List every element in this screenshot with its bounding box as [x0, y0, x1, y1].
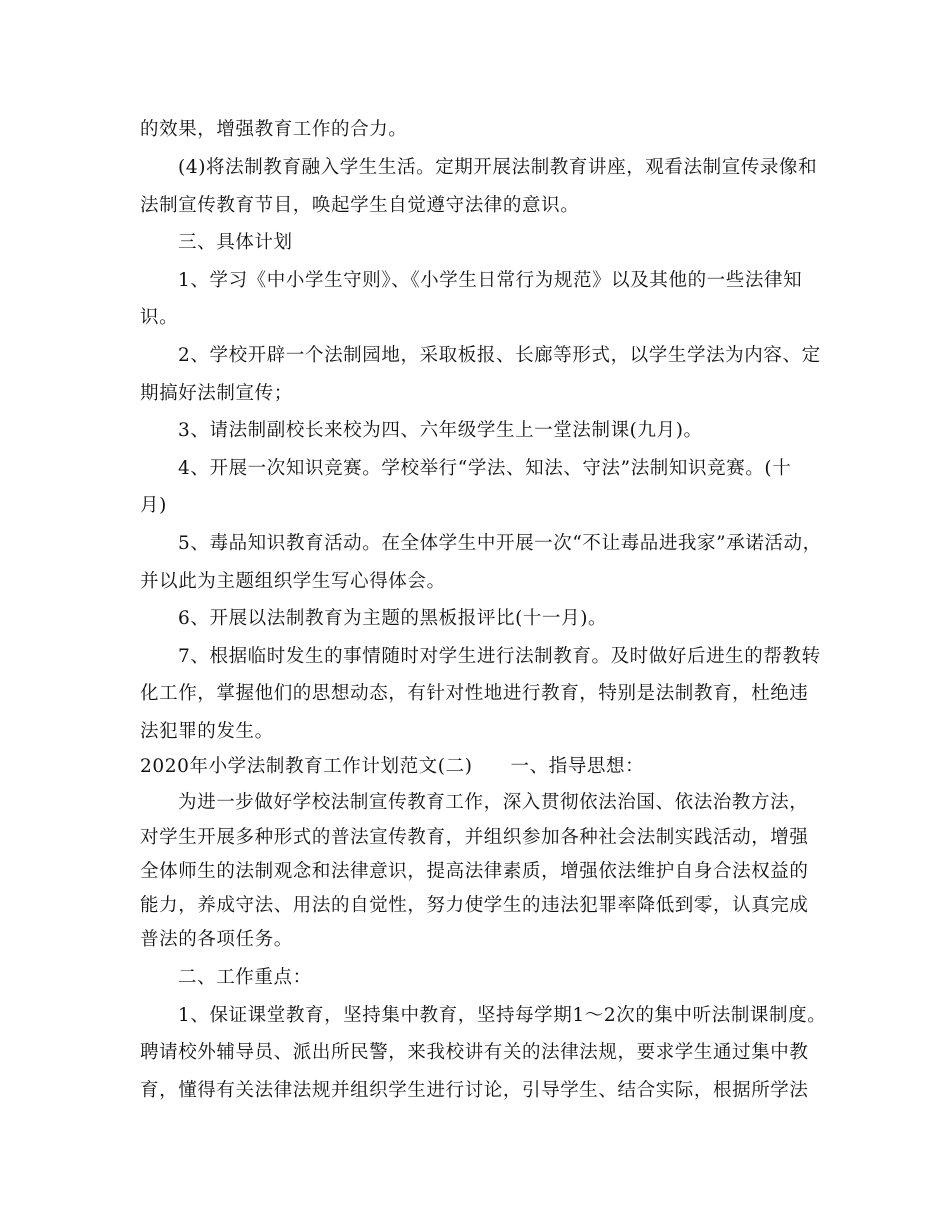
text-line: 期搞好法制宣传； [140, 383, 293, 404]
text-line: 识。 [140, 307, 179, 328]
text-line: (4)将法制教育融入学生生活。定期开展法制教育讲座，观看法制宣传录像和 [178, 157, 818, 178]
section-heading: 一、指导思想： [510, 756, 645, 777]
text-line: 普法的各项任务。 [140, 929, 293, 950]
document-title: 2020年小学法制教育工作计划范文(二) [140, 756, 473, 777]
text-line: 2、学校开辟一个法制园地，采取板报、长廊等形式，以学生学法为内容、定 [178, 345, 821, 366]
text-line: 4、开展一次知识竞赛。学校举行“学法、知法、守法”法制知识竞赛。(十 [178, 458, 792, 479]
text-line: 化工作，掌握他们的思想动态，有针对性地进行教育，特别是法制教育，杜绝违 [140, 683, 809, 704]
section-heading: 三、具体计划 [178, 232, 293, 253]
text-line: 为进一步做好学校法制宣传教育工作，深入贯彻依法治国、依法治教方法， [178, 792, 809, 813]
text-line: 法制宣传教育节目，唤起学生自觉遵守法律的意识。 [140, 195, 580, 216]
text-line: 1、保证课堂教育，坚持集中教育，坚持每学期1～2次的集中听法制课制度。 [178, 1005, 827, 1026]
text-line: 并以此为主题组织学生写心得体会。 [140, 571, 446, 592]
text-line: 能力，养成守法、用法的自觉性，努力使学生的违法犯罪率降低到零，认真完成 [140, 895, 809, 916]
text-line: 聘请校外辅导员、派出所民警，来我校讲有关的法律法规，要求学生通过集中教 [140, 1042, 809, 1063]
text-line: 7、根据临时发生的事情随时对学生进行法制教育。及时做好后进生的帮教转 [178, 646, 821, 667]
text-line: 育，懂得有关法律法规并组织学生进行讨论，引导学生、结合实际，根据所学法 [140, 1080, 809, 1101]
text-line: 全体师生的法制观念和法律意识，提高法律素质，增强依法维护自身合法权益的 [140, 861, 809, 882]
text-line: 法犯罪的发生。 [140, 721, 274, 742]
document-title-line [140, 755, 644, 779]
text-line: 的效果，增强教育工作的合力。 [140, 119, 408, 140]
text-line: 5、毒品知识教育活动。在全体学生中开展一次“不让毒品进我家”承诺活动， [178, 533, 822, 554]
text-line: 3、请法制副校长来校为四、六年级学生上一堂法制课(九月)。 [178, 420, 703, 441]
section-heading: 二、工作重点： [178, 967, 312, 988]
text-line: 月) [140, 495, 167, 516]
text-line: 1、学习《中小学生守则》、《小学生日常行为规范》以及其他的一些法律知 [178, 270, 803, 291]
text-line: 对学生开展多种形式的普法宣传教育，并组织参加各种社会法制实践活动，增强 [140, 827, 809, 848]
text-line: 6、开展以法制教育为主题的黑板报评比(十一月)。 [178, 608, 608, 629]
